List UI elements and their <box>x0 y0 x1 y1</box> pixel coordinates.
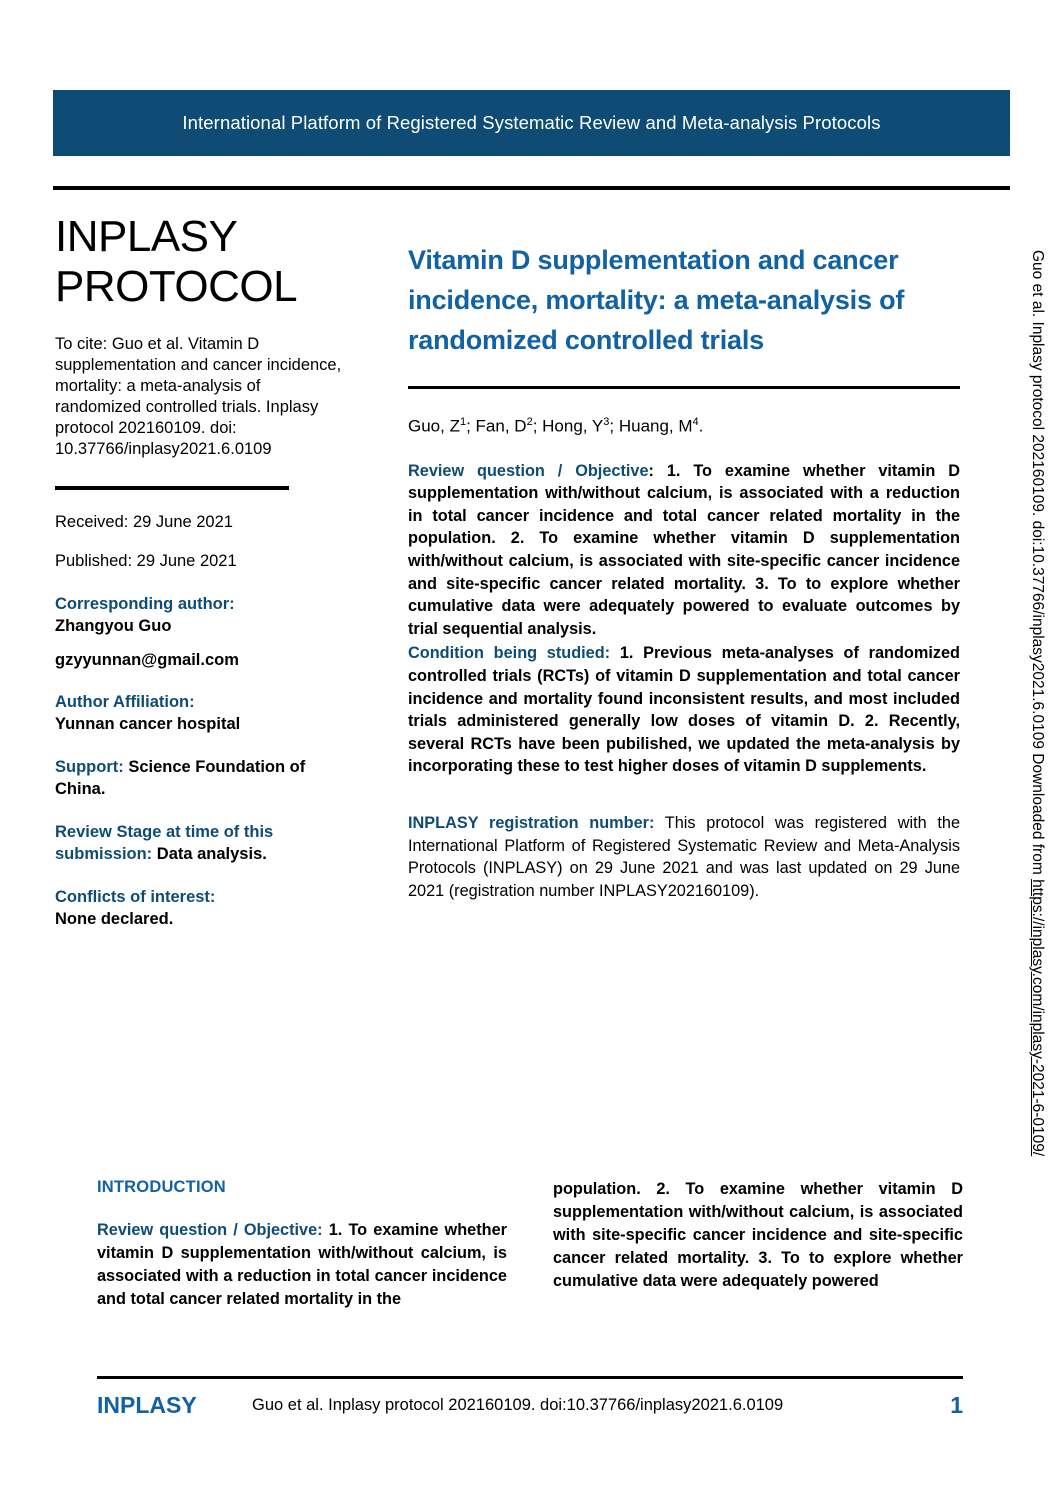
review-question-text: : 1. To examine whether vitamin D supplementation with/without calcium, is associated with a reduction in total cancer incidence and total cancer related mortality in the population. 2. To examine whether vitamin D supplementation with/without calcium, is associated with site-specific cancer incidence and site-specific cancer related mortality. 3. To to explore whether cumulative data were adequately powered to evaluate outcomes by trial sequential analysis. <box>408 461 960 638</box>
published-date: Published: 29 June 2021 <box>55 552 237 570</box>
corresponding-author-email: gzyyunnan@gmail.com <box>55 651 239 669</box>
footer-page-number: 1 <box>950 1392 963 1418</box>
introduction-right-paragraph: population. 2. To examine whether vitamin D supplementation with/without calcium, is associated with site-specific cancer incidence and site-specific cancer related mortality. 3. To to explore whether cumulative data were adequately powered <box>553 1180 963 1290</box>
registration-paragraph <box>408 812 960 902</box>
introduction-left-column <box>97 1178 507 1311</box>
citation-text: To cite: Guo et al. Vitamin D supplementation and cancer incidence, mortality: a meta-analysis of randomized controlled trials. Inplasy protocol 202160109. doi: 10.37766/inplasy2021.6.0109 <box>55 335 342 458</box>
brand-title <box>55 212 345 312</box>
page-title: Vitamin D supplementation and cancer incidence, mortality: a meta-analysis of randomized controlled trials <box>408 245 905 355</box>
corresponding-author-label: Corresponding author: <box>55 595 235 613</box>
corresponding-author-name: Zhangyou Guo <box>55 616 172 635</box>
condition-label: Condition being studied: <box>408 644 611 663</box>
vertical-sidebar-note <box>1024 250 1050 1350</box>
received-date: Received: 29 June 2021 <box>55 513 233 531</box>
author-affiliation-value: Yunnan cancer hospital <box>55 714 241 733</box>
footer-citation: Guo et al. Inplasy protocol 202160109. doi:10.37766/inplasy2021.6.0109 <box>252 1396 784 1414</box>
review-stage-block <box>55 822 345 865</box>
footer-brand: INPLASY <box>97 1392 197 1418</box>
introduction-left-paragraph <box>97 1219 507 1311</box>
corresponding-author-block <box>55 594 345 637</box>
review-question-paragraph <box>408 460 960 641</box>
review-question-label: Review question / Objective <box>408 461 649 480</box>
author-affiliation-block <box>55 692 345 735</box>
main-column <box>408 240 960 902</box>
conflicts-value: None declared. <box>55 909 174 928</box>
top-banner <box>53 90 1010 156</box>
footer-divider <box>97 1376 963 1379</box>
support-value: Science Foundation of China. <box>55 758 306 798</box>
registration-text: This protocol was registered with the International Platform of Registered Systematic Review and Meta-Analysis Protocols (INPLASY) on 29 June 2021 and was last updated on 29 June 2021 (registration number INPLASY202160109). <box>408 813 960 900</box>
condition-text: 1. Previous meta-analyses of randomized controlled trials (RCTs) of vitamin D supplementation and total cancer incidence and mortality found inconsistent results, and most included trials administered generally low doses of vitamin D. 2. Recently, several RCTs have been pubilished, we updated the meta-analysis by incorporating these to test higher doses of vitamin D supplements. <box>408 644 960 776</box>
left-divider <box>55 486 289 490</box>
author-affiliation-label: Author Affiliation: <box>55 693 195 711</box>
review-stage-value: Data analysis. <box>152 844 267 863</box>
registration-label: INPLASY registration number: <box>408 813 655 832</box>
authors-line: Guo, $Z^1$; Fan, $D^2$; Hong, $Y^3$; Huang, $M^4$. <box>408 416 704 436</box>
vertical-sidebar-prefix: Guo et al. Inplasy protocol 202160109. doi:10.37766/inplasy2021.6.0109 Downloaded from <box>1029 250 1046 880</box>
condition-paragraph <box>408 642 960 778</box>
conflicts-block <box>55 887 345 930</box>
conflicts-label: Conflicts of interest: <box>55 888 216 906</box>
header-divider <box>53 186 1010 190</box>
brand-line-2: PROTOCOL <box>55 262 298 311</box>
support-label: Support: <box>55 758 124 776</box>
page-footer <box>97 1392 963 1419</box>
introduction-heading: INTRODUCTION <box>97 1178 226 1196</box>
support-block <box>55 757 345 800</box>
vertical-sidebar-link[interactable]: https://inplasy.com/inplasy-2021-6-0109/ <box>1029 879 1046 1157</box>
banner-title: International Platform of Registered Systematic Review and Meta-analysis Protocols <box>182 112 881 133</box>
introduction-section <box>97 1178 963 1311</box>
left-column <box>55 212 345 930</box>
dates-block <box>55 512 345 572</box>
review-stage-label: Review Stage at time of this submission: <box>55 823 274 863</box>
introduction-right-column <box>553 1178 963 1311</box>
introduction-review-question-text: 1. To examine whether vitamin D supplementation with/without calcium, is associated with a reduction in total cancer incidence and total cancer related mortality in the <box>97 1221 507 1308</box>
vertical-sidebar-text <box>1028 250 1046 1156</box>
brand-line-1: INPLASY <box>55 212 238 261</box>
introduction-review-question-label: Review question / Objective: <box>97 1221 323 1239</box>
title-divider <box>408 386 960 389</box>
